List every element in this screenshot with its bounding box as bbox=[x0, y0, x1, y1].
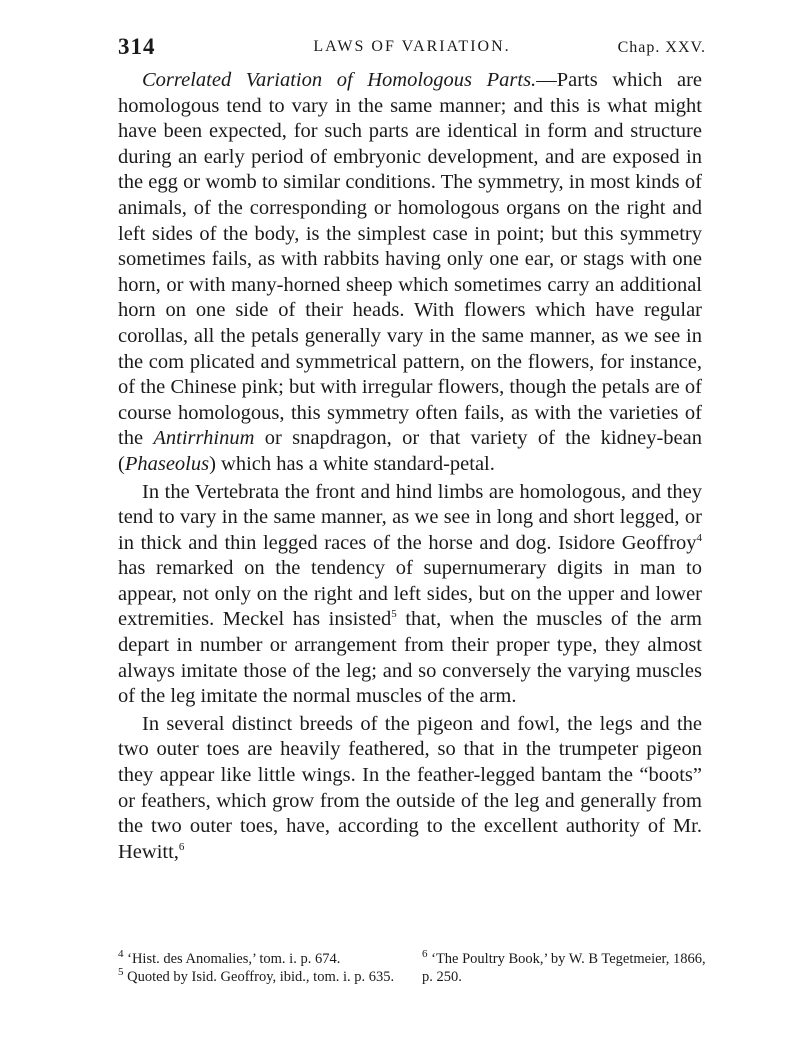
running-header bbox=[118, 32, 706, 68]
footnote-text: ‘The Poultry Book,’ by W. B Tegetmeier, 1866, p. 250. bbox=[422, 951, 706, 985]
paragraph-text: —Parts which are homologous tend to vary in the same manner; and this is what might have been expected, for such parts are identical in form and structure during an early period of embryonic development, and are exposed in the egg or womb to similar conditions. The symmetry, in most kinds of animals, of the corresponding or homologous organs on the right and left sides of the body, is the simplest case in point; but this symmetry sometimes fails, as with rabbits having only one ear, or stags with one horn, or with many-horned sheep which sometimes carry an additional horn on one side of their heads. With flowers which have regular corollas, all the petals generally vary in the same manner, as we see in the com plicated and symmetrical pattern, on the flowers, for instance, of the Chinese pink; but with irregular flowers, though the petals are of course homologous, this symmetry often fails, as with the varieties of the bbox=[118, 69, 702, 450]
paragraph-text: In several distinct breeds of the pigeon and fowl, the legs and the two outer toes are heavily feathered, so that in the trumpeter pigeon they appear like little wings. In the feather-legged bantam the “boots” or feathers, which grow from the outside of the leg and generally from the two outer toes, have, according to the excellent authority of Mr. Hewitt, bbox=[118, 712, 702, 863]
paragraph-vertebrata bbox=[118, 480, 702, 710]
footnote-ref-5: 5 bbox=[391, 608, 397, 621]
body-text bbox=[118, 68, 702, 865]
footnote-text: Quoted by Isid. Geoffroy, ibid., tom. i. p. 635. bbox=[123, 969, 395, 985]
section-heading: Correlated Variation of Homologous Parts. bbox=[142, 69, 537, 91]
paragraph-text: that, when the muscles of the arm depart in number or arrangement from their proper type, they almost always imitate those of the leg; and so conversely the varying muscles of the leg imitate the normal muscles of the arm. bbox=[118, 608, 702, 708]
chapter-label: Chap. XXV. bbox=[617, 39, 706, 56]
footnote-mark: 5 bbox=[118, 966, 124, 979]
footnote-ref-4: 4 bbox=[696, 531, 702, 544]
footnote-mark: 6 bbox=[422, 948, 428, 961]
paragraph-text: has remarked on the tendency of supernumerary digits in man to appear, not only on the right and left sides, but on the upper and lower extremities. Meckel has insisted bbox=[118, 557, 702, 631]
footnotes bbox=[118, 948, 706, 1010]
page-number: 314 bbox=[118, 34, 156, 59]
footnote-4 bbox=[118, 950, 408, 968]
paragraph-text: In the Vertebrata the front and hind limbs are homologous, and they tend to vary in the same manner, as we see in long and short legged, or in thick and thin legged races of the horse and dog. Isidore Geoffroy bbox=[118, 480, 702, 554]
footnote-ref-6: 6 bbox=[178, 840, 185, 853]
footnote-6 bbox=[422, 950, 712, 986]
running-title: LAWS OF VARIATION. bbox=[313, 38, 511, 55]
footnote-mark: 4 bbox=[118, 948, 124, 961]
paragraph-correlated-variation bbox=[118, 68, 702, 478]
footnote-text: ‘Hist. des Anomalies,’ tom. i. p. 674. bbox=[123, 951, 341, 967]
paragraph-text: ) which has a white standard-petal. bbox=[209, 452, 495, 475]
footnote-column-right bbox=[422, 950, 712, 986]
italic-term-phaseolus: Phaseolus bbox=[124, 452, 210, 475]
paragraph-pigeon-fowl bbox=[118, 712, 702, 866]
paragraph-text: or snapdragon, or that variety of the kidney-bean ( bbox=[118, 427, 702, 475]
footnote-5 bbox=[118, 968, 408, 986]
italic-term-antirrhinum: Antirrhinum bbox=[153, 427, 255, 450]
footnote-column-left bbox=[118, 950, 408, 986]
